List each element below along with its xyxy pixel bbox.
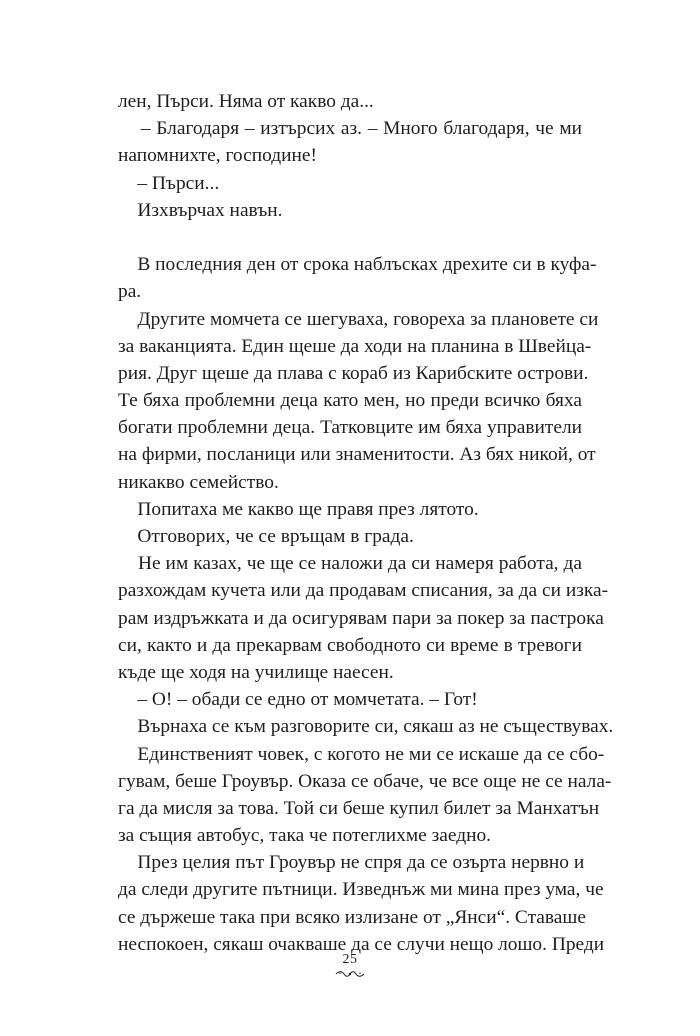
floral-ornament-icon	[335, 970, 365, 978]
text-line: гувам, беше Гроувър. Оказа се обаче, че все още не се нала-	[118, 770, 612, 792]
text-line: га да мисля за това. Той си беше купил билет за Манхатън	[118, 797, 600, 819]
text-line: рия. Друг щеше да плава с кораб из Карибските острови.	[118, 362, 589, 384]
paragraph	[118, 115, 582, 169]
text-line: да следи другите пътници. Изведнъж ми мина през ума, че	[118, 879, 604, 901]
paragraph	[118, 523, 582, 550]
text-line: лен, Пърси. Няма от какво да...	[118, 91, 374, 112]
paragraph	[118, 849, 605, 958]
text-line: – Благодаря – изтърсих аз. – Много благодаря, че ми	[118, 118, 582, 140]
text-line: рам издръжката и да осигурявам пари за покер за пастрока	[118, 607, 604, 629]
text-line: – О! – обади се едно от момчетата. – Гот!	[118, 689, 478, 711]
text-line: Не им казах, че ще се наложи да си намеря работа, да	[118, 553, 582, 575]
text-line: неспокоен, сякаш очакваше да се случи нещо лошо. Преди	[118, 933, 605, 955]
text-line: Изхвърчах навън.	[118, 199, 283, 221]
paragraph	[118, 197, 582, 224]
paragraph	[118, 88, 582, 115]
paragraph	[118, 686, 582, 713]
text-line: ра.	[118, 281, 142, 303]
paragraph	[118, 306, 599, 496]
text-line: Върнаха се към разговорите си, сякаш аз не съществувах.	[118, 716, 614, 738]
paragraph	[118, 251, 597, 305]
text-line: – Пърси...	[118, 172, 220, 194]
text-line: си, както и да прекарвам свободното си време в тревоги	[118, 634, 582, 656]
paragraph	[118, 550, 609, 686]
text-line: Другите момчета се шегуваха, говореха за плановете си	[118, 308, 599, 330]
paragraph	[118, 713, 614, 740]
text-line: за същия автобус, така че потеглихме заедно.	[118, 825, 491, 847]
text-line: Отговорих, че се връщам в града.	[118, 526, 414, 547]
paragraph	[118, 741, 612, 850]
text-line: богати проблемни деца. Татковците им бяха управители	[118, 417, 582, 439]
body-text	[118, 88, 614, 958]
paragraph	[118, 496, 582, 523]
text-line: Попитаха ме какво ще правя през лятото.	[118, 498, 479, 520]
text-line: никакво семейство.	[118, 471, 279, 493]
text-line: напомнихте, господине!	[118, 145, 317, 167]
text-line: Единственият човек, с когото не ми се искаше да се сбо-	[118, 743, 605, 765]
text-line: В последния ден от срока наблъсках дрехите си в куфа-	[118, 254, 597, 276]
paragraph	[118, 170, 582, 197]
section-break	[118, 224, 582, 251]
page-number: 25	[342, 952, 358, 967]
page-footer	[0, 952, 700, 978]
text-line: През целия път Гроувър не спря да се озърта нервно и	[118, 852, 585, 874]
text-line: къде ще ходя на училище наесен.	[118, 661, 394, 683]
text-line: за ваканцията. Един щеше да ходи на планина в Швейца-	[118, 335, 592, 357]
text-line: разхождам кучета или да продавам списания, за да си изка-	[118, 580, 609, 602]
text-line: Те бяха проблемни деца като мен, но преди всичко бяха	[118, 390, 582, 412]
text-line: на фирми, посланици или знаменитости. Аз бях никой, от	[118, 444, 596, 466]
text-line: се държеше така при всяко излизане от „Янси“. Ставаше	[118, 906, 586, 928]
